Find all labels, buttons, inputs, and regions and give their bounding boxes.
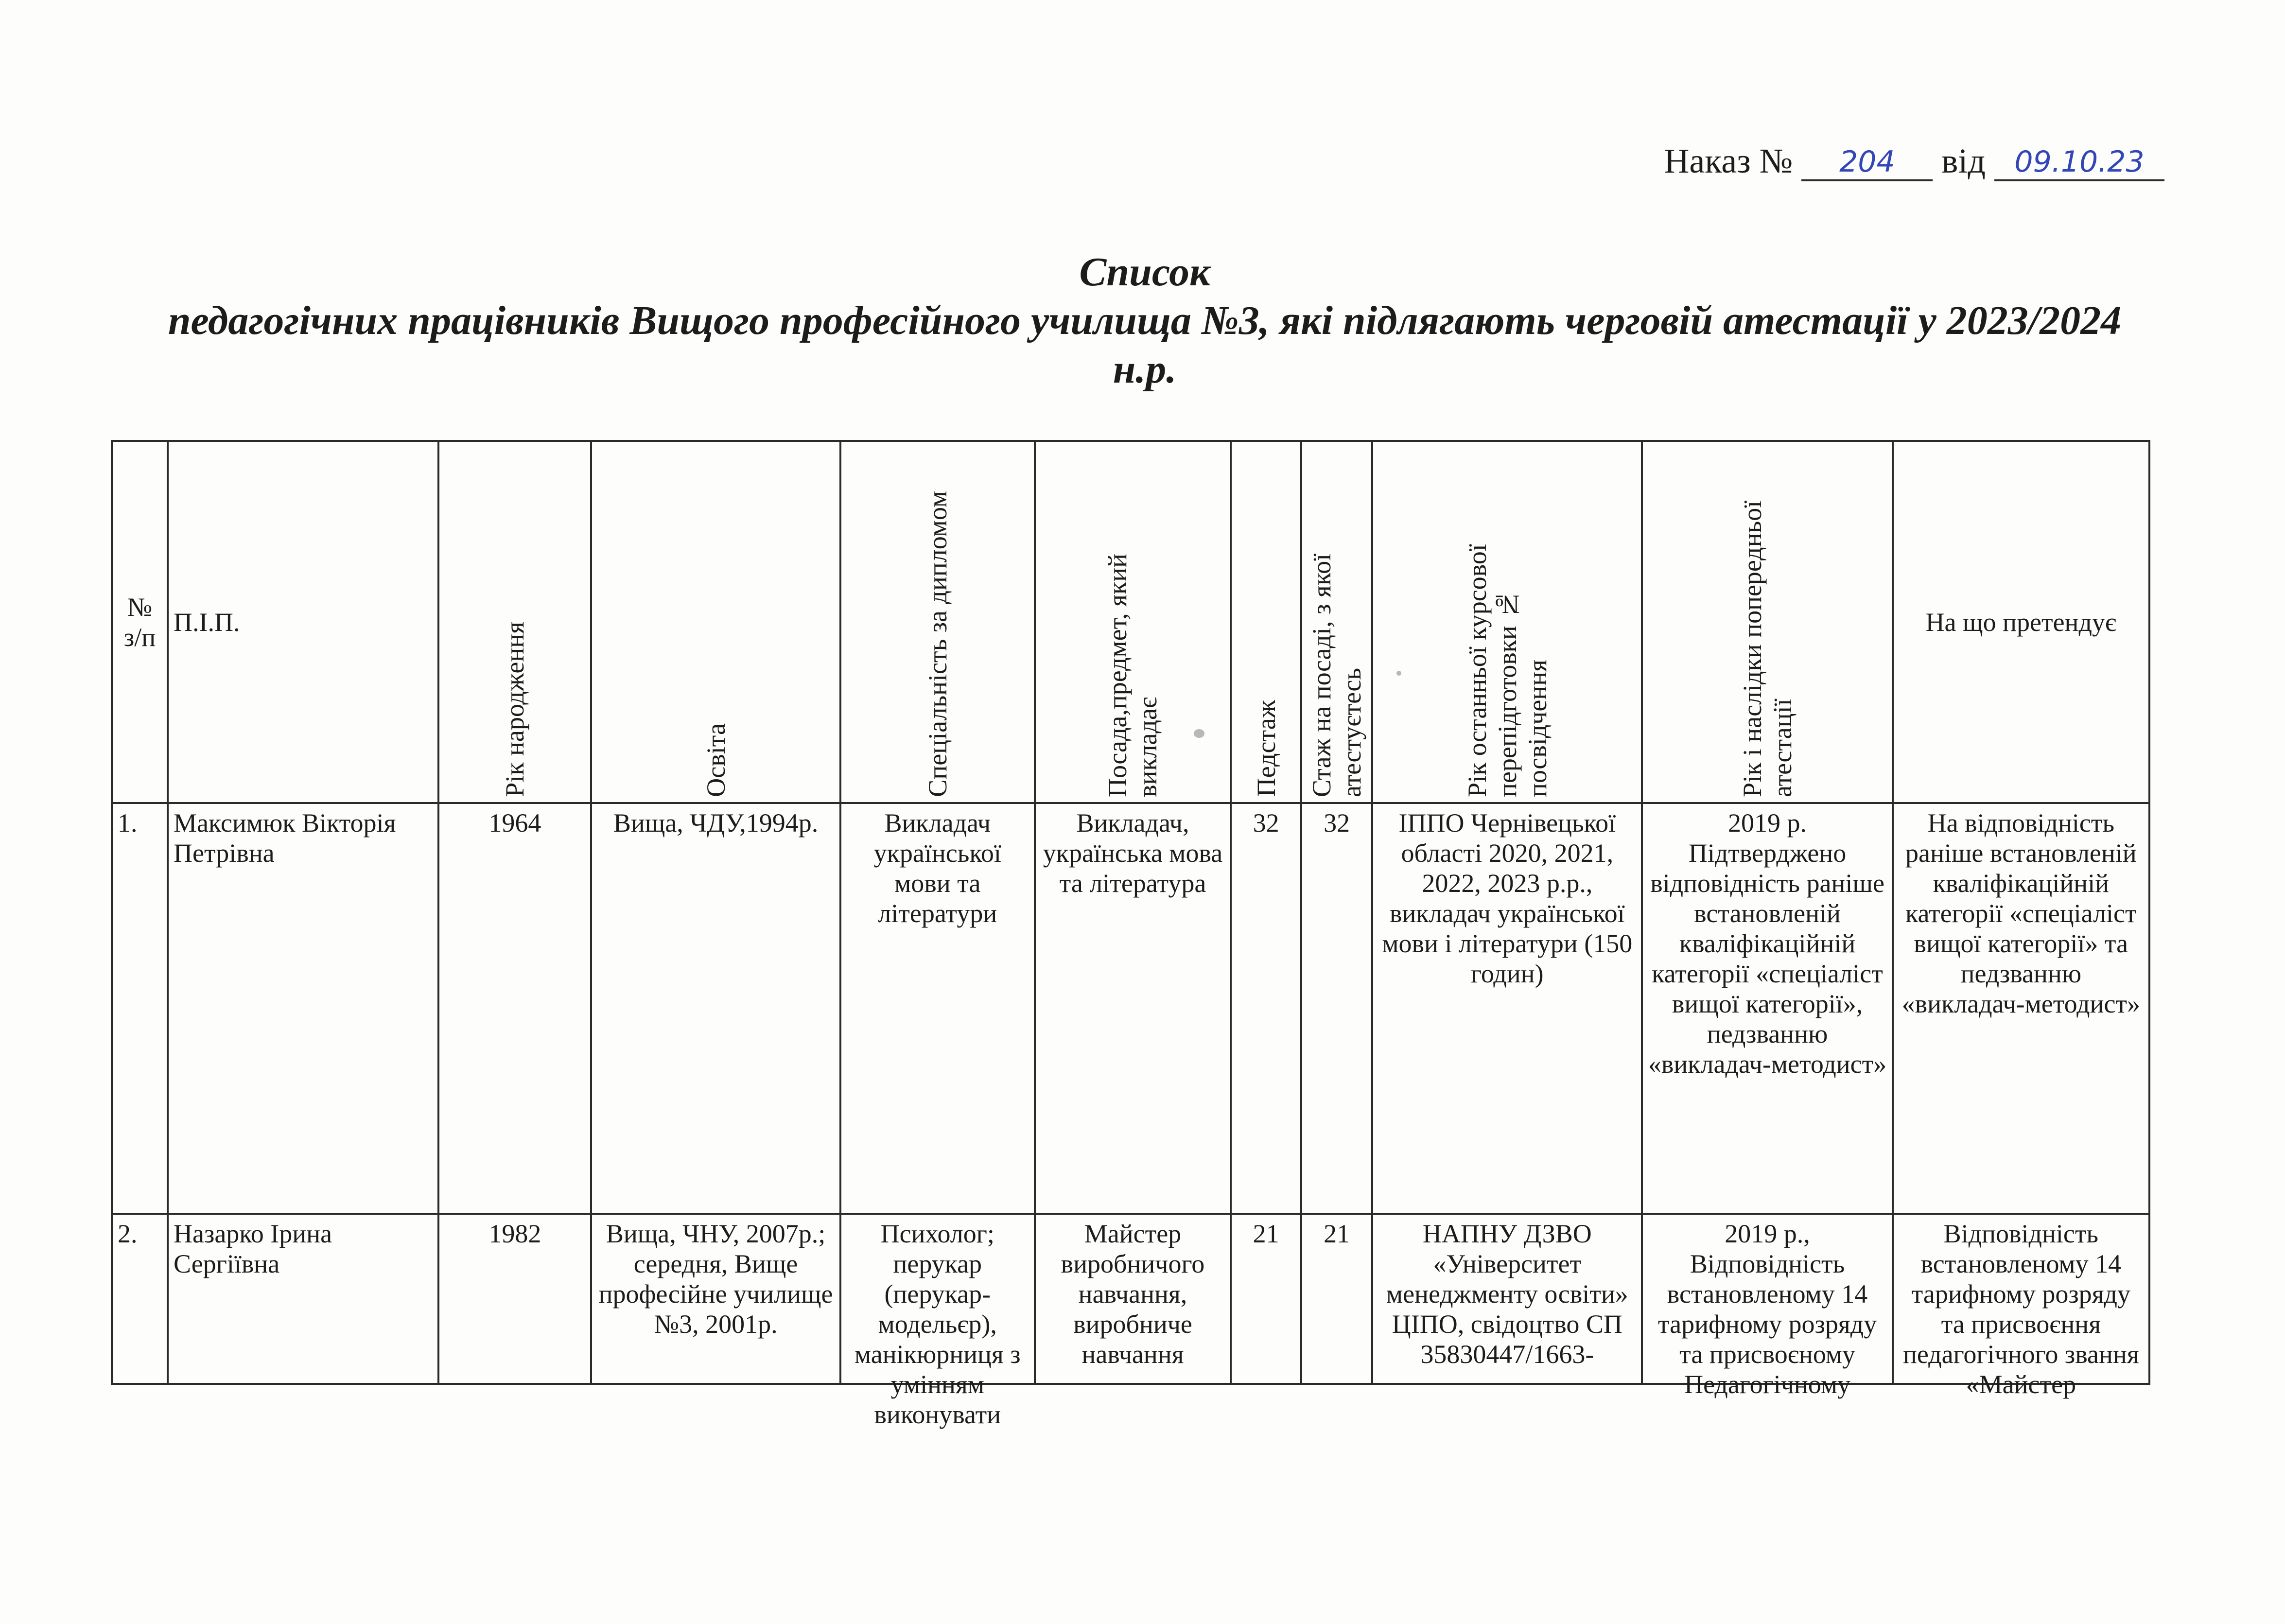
header-position-experience: Стаж на посаді, з якої атестуєтесь <box>1301 441 1372 803</box>
title-block <box>160 248 2129 394</box>
cell-name: Назарко Ірина Сергіївна <box>168 1214 438 1384</box>
cell-ped-experience: 21 <box>1231 1214 1301 1384</box>
order-number: 204 <box>1801 147 1933 181</box>
order-line <box>1664 141 2164 181</box>
cell-education: Вища, ЧДУ,1994р. <box>591 803 840 1214</box>
cell-ped-experience: 32 <box>1231 803 1301 1214</box>
cell-position: Майстер виробничого навчання, виробниче навчання <box>1035 1214 1231 1384</box>
header-number: № з/п <box>112 441 168 803</box>
cell-birth-year: 1982 <box>438 1214 591 1384</box>
cell-previous-attestation: 2019 р. Підтверджено відповідність раніше встановленій кваліфікаційній категорії «спеціаліст вищої категорії», педзванню «викладач-методист» <box>1642 803 1892 1214</box>
cell-last-training: НАПНУ ДЗВО «Університет менеджменту освіти» ЦІПО, свідоцтво СП 35830447/1663- <box>1372 1214 1642 1384</box>
header-position: Посада,предмет, який викладає <box>1035 441 1231 803</box>
scan-speck <box>1194 729 1204 738</box>
cell-num: 1. <box>112 803 168 1214</box>
header-specialty: Спеціальність за дипломом <box>840 441 1035 803</box>
header-last-training: Рік останньої курсової перепідготовки № посвідчення <box>1372 441 1642 803</box>
table-header-row <box>112 441 2149 803</box>
cell-num: 2. <box>112 1214 168 1384</box>
header-birth-year: Рік народження <box>438 441 591 803</box>
cell-previous-attestation: 2019 р., Відповідність встановленому 14 тарифному розряду та присвоєному Педагогічному <box>1642 1214 1892 1384</box>
header-claims: На що претендує <box>1893 441 2149 803</box>
cell-position-experience: 21 <box>1301 1214 1372 1384</box>
order-date: 09.10.23 <box>1994 147 2164 181</box>
cell-last-training: ІППО Чернівецької області 2020, 2021, 2022, 2023 р.р., викладач української мови і літератури (150 годин) <box>1372 803 1642 1214</box>
cell-specialty: Викладач української мови та літератури <box>840 803 1035 1214</box>
header-previous-attestation: Рік і наслідки попередньої атестації <box>1642 441 1892 803</box>
cell-birth-year: 1964 <box>438 803 591 1214</box>
cell-claims: На відповідність раніше встановленій кваліфікаційній категорії «спеціаліст вищої категорії» та педзванню «викладач-методист» <box>1893 803 2149 1214</box>
page-subtitle: педагогічних працівників Вищого професійного училища №3, які підлягають черговій атестації у 2023/2024 н.р. <box>168 298 2122 392</box>
cell-name: Максимюк Вікторія Петрівна <box>168 803 438 1214</box>
order-from-label: від <box>1941 141 1986 180</box>
table-row <box>112 1214 2149 1384</box>
header-name: П.І.П. <box>168 441 438 803</box>
order-prefix: Наказ № <box>1664 141 1793 180</box>
table-row <box>112 803 2149 1214</box>
page-title: Список <box>1079 249 1210 295</box>
cell-specialty: Психолог; перукар (перукар-модельєр), манікюрниця з умінням виконувати <box>840 1214 1035 1384</box>
scan-speck <box>1396 671 1401 676</box>
attestation-table <box>111 440 2150 1429</box>
header-ped-experience: Педстаж <box>1231 441 1301 803</box>
cell-position: Викладач, українська мова та література <box>1035 803 1231 1214</box>
header-education: Освіта <box>591 441 840 803</box>
cell-education: Вища, ЧНУ, 2007р.; середня, Вище професійне училище №3, 2001р. <box>591 1214 840 1384</box>
cell-claims: Відповідність встановленому 14 тарифному розряду та присвоєння педагогічного звання «Майстер <box>1893 1214 2149 1384</box>
cell-position-experience: 32 <box>1301 803 1372 1214</box>
